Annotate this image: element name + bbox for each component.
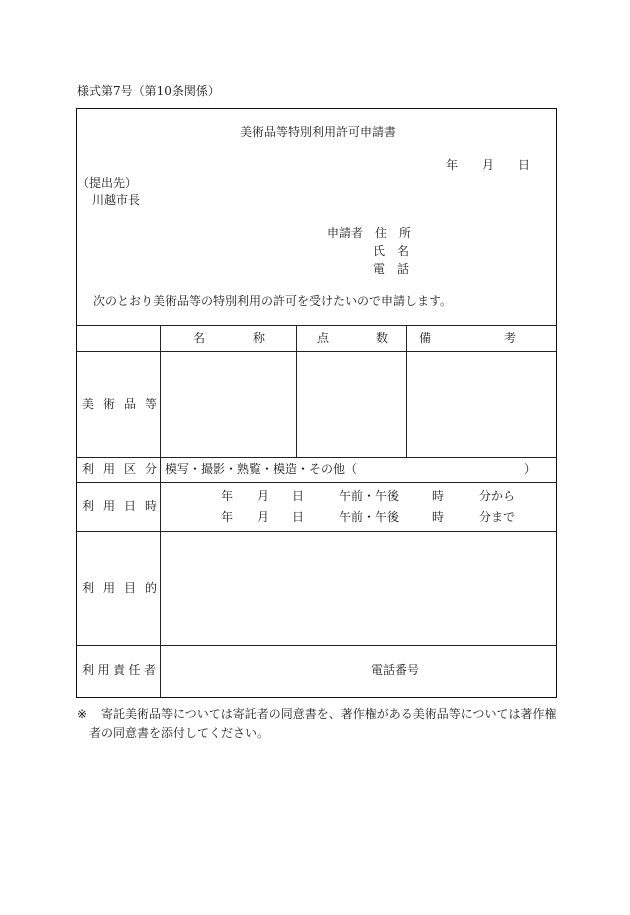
category-row-divider bbox=[76, 482, 557, 483]
from-day: 日 bbox=[292, 489, 305, 503]
date-line: 年 月 日 bbox=[446, 158, 531, 172]
form-title: 美術品等特別利用許可申請書 bbox=[240, 125, 397, 139]
header-name: 名称 bbox=[193, 331, 314, 345]
applicant-name-label: 氏 名 bbox=[373, 244, 410, 258]
responsible-person-label: 利用責任者 bbox=[82, 663, 160, 677]
usage-category-options: 模写・撮影・熟覧・模造・その他（ bbox=[165, 462, 358, 476]
form-number: 様式第7号（第10条関係） bbox=[77, 84, 220, 98]
usage-purpose-label: 利用目的 bbox=[82, 581, 167, 595]
purpose-row-divider bbox=[76, 645, 557, 646]
header-remarks: 備考 bbox=[419, 331, 590, 345]
applicant-address-label: 申請者 住 所 bbox=[327, 226, 412, 240]
responsible-phone-label: 電話番号 bbox=[371, 663, 420, 677]
to-hour: 時 bbox=[432, 510, 445, 524]
to-ampm: 午前・午後 bbox=[339, 510, 400, 524]
from-month: 月 bbox=[257, 489, 270, 503]
recipient-label: （提出先） bbox=[77, 176, 138, 190]
to-day: 日 bbox=[292, 510, 305, 524]
from-minute: 分から bbox=[479, 489, 516, 503]
from-hour: 時 bbox=[432, 489, 445, 503]
usage-datetime-label: 利用日時 bbox=[82, 499, 167, 513]
note-line-2: 者の同意書を添付してください。 bbox=[89, 726, 270, 740]
table-top-divider bbox=[76, 325, 557, 326]
header-row-divider bbox=[76, 351, 557, 352]
note-mark: ※ bbox=[77, 707, 88, 721]
note-line-1: 寄託美術品等については寄託者の同意書を、著作権がある美術品等については著作権 bbox=[101, 707, 557, 721]
to-month: 月 bbox=[257, 510, 270, 524]
usage-category-label: 利用区分 bbox=[82, 462, 167, 476]
from-year: 年 bbox=[221, 489, 234, 503]
to-minute: 分まで bbox=[479, 510, 516, 524]
recipient-name: 川越市長 bbox=[92, 193, 141, 207]
datetime-row-divider bbox=[76, 531, 557, 532]
usage-category-close-paren: ） bbox=[524, 462, 537, 476]
artworks-label: 美術品等 bbox=[82, 397, 167, 411]
from-ampm: 午前・午後 bbox=[339, 489, 400, 503]
application-statement: 次のとおり美術品等の特別利用の許可を受けたいので申請します。 bbox=[93, 294, 453, 308]
to-year: 年 bbox=[221, 510, 234, 524]
applicant-phone-label: 電 話 bbox=[373, 262, 410, 276]
header-count: 点数 bbox=[317, 331, 436, 345]
artworks-row-divider bbox=[76, 457, 557, 458]
